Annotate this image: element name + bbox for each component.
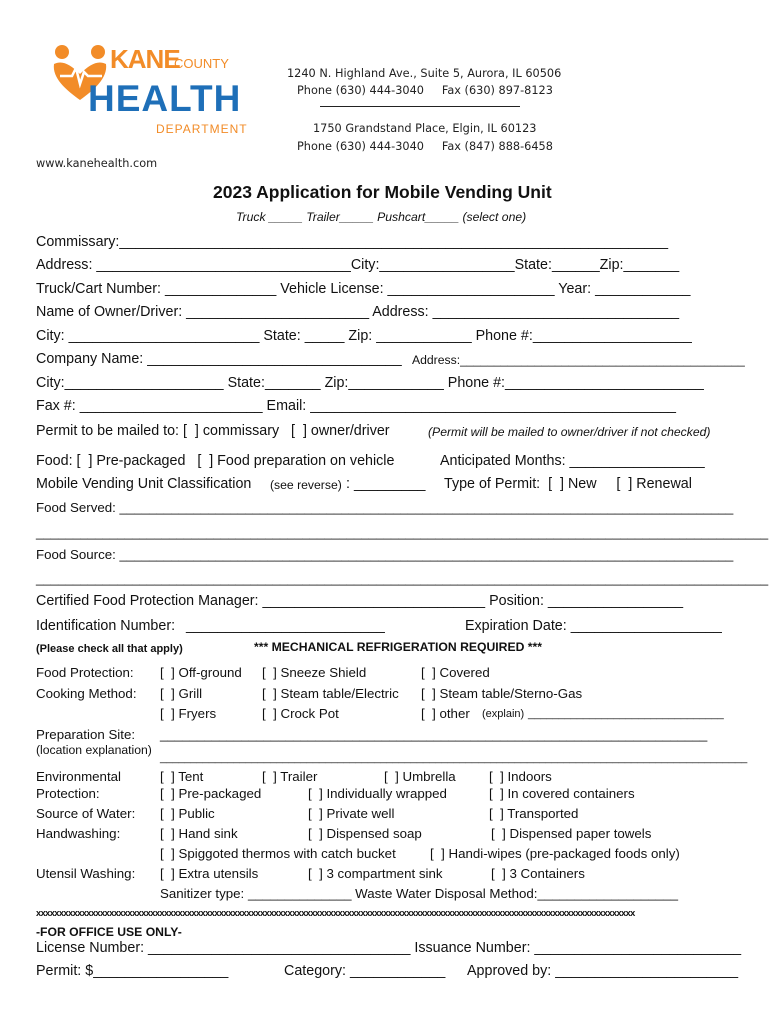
private-well-option[interactable]: [ ] Private well	[308, 806, 395, 821]
header-address-2: 1750 Grandstand Place, Elgin, IL 60123	[313, 122, 537, 135]
brand-health: HEALTH	[88, 78, 242, 119]
food-served-line-2[interactable]: ___________________________________________________________________________________________________	[36, 525, 769, 540]
three-containers-option[interactable]: [ ] 3 Containers	[491, 866, 585, 881]
utensil-washing-label: Utensil Washing:	[36, 866, 136, 881]
form-title: 2023 Application for Mobile Vending Unit	[213, 182, 552, 202]
sanitizer-waste-field[interactable]: Sanitizer type: ______________ Waste Water Disposal Method:___________________	[160, 886, 678, 901]
spigot-thermos-option[interactable]: [ ] Spiggoted thermos with catch bucket	[160, 846, 396, 861]
header-phone-1: Phone (630) 444-3040 Fax (630) 897-8123	[297, 84, 553, 97]
permit-mail-note: (Permit will be mailed to owner/driver if not checked)	[428, 425, 711, 439]
preparation-site-line-2[interactable]: ________________________________________________________________________________________________	[160, 752, 748, 764]
cfpm-field[interactable]: Certified Food Protection Manager: ____________________________ Position: _________________	[36, 593, 684, 609]
dispensed-soap-option[interactable]: [ ] Dispensed soap	[308, 826, 422, 841]
hand-sink-option[interactable]: [ ] Hand sink	[160, 826, 238, 841]
category-field[interactable]: Category: ____________	[284, 963, 446, 979]
covered-option[interactable]: [ ] Covered	[421, 665, 490, 680]
food-source-field[interactable]: Food Source: ___________________________________________________________________________________	[36, 547, 734, 562]
public-water-option[interactable]: [ ] Public	[160, 806, 215, 821]
preparation-site-field[interactable]: __________________________________________________________________________	[160, 727, 708, 742]
crock-pot-option[interactable]: [ ] Crock Pot	[262, 706, 339, 721]
unit-type-select[interactable]: Truck _____ Trailer_____ Pushcart_____ (select one)	[236, 210, 527, 224]
address-field[interactable]: Address: ________________________________City:_________________State:______Zip:_______	[36, 257, 680, 273]
truck-cart-field[interactable]: Truck/Cart Number: ______________ Vehicle License: _____________________ Year: ____________	[36, 281, 691, 297]
grill-option[interactable]: [ ] Grill	[160, 686, 203, 701]
three-compartment-sink-option[interactable]: [ ] 3 compartment sink	[308, 866, 443, 881]
company-address-field[interactable]: Address:__________________________________________	[412, 353, 745, 367]
check-all-note: (Please check all that apply)	[36, 643, 183, 655]
off-ground-option[interactable]: [ ] Off-ground	[160, 665, 242, 680]
id-number-label: Identification Number:	[36, 618, 176, 634]
license-issuance-field[interactable]: License Number: _________________________________ Issuance Number: __________________________	[36, 940, 742, 956]
sneeze-shield-option[interactable]: [ ] Sneeze Shield	[262, 665, 367, 680]
classification-label: Mobile Vending Unit Classification	[36, 476, 252, 492]
transported-option[interactable]: [ ] Transported	[489, 806, 579, 821]
food-source-line-2[interactable]: ___________________________________________________________________________________________________	[36, 571, 769, 586]
indoors-option[interactable]: [ ] Indoors	[489, 769, 552, 784]
company-city-field[interactable]: City:____________________ State:_______ Zip:____________ Phone #:_________________________	[36, 375, 704, 391]
source-water-label: Source of Water:	[36, 806, 136, 821]
food-served-field[interactable]: Food Served: ___________________________________________________________________________________	[36, 500, 734, 515]
brand-county: COUNTY	[174, 56, 229, 71]
food-options[interactable]: Food: [ ] Pre-packaged [ ] Food preparation on vehicle	[36, 453, 395, 469]
kane-county-logo	[50, 40, 248, 140]
id-number-field[interactable]: _________________________	[186, 618, 385, 634]
brand-department: DEPARTMENT	[156, 122, 248, 136]
permit-mail-options[interactable]: Permit to be mailed to: [ ] commissary [ ] owner/driver	[36, 423, 390, 439]
covered-containers-option[interactable]: [ ] In covered containers	[489, 786, 635, 801]
environmental-label: Environmental	[36, 769, 121, 784]
company-name-field[interactable]: Company Name: ________________________________	[36, 351, 402, 367]
steam-electric-option[interactable]: [ ] Steam table/Electric	[262, 686, 399, 701]
owner-field[interactable]: Name of Owner/Driver: _______________________ Address: _______________________________	[36, 304, 680, 320]
cooking-method-label: Cooking Method:	[36, 686, 137, 701]
other-explain-field[interactable]: ________________________________	[528, 708, 724, 720]
website: www.kanehealth.com	[36, 157, 158, 170]
tent-option[interactable]: [ ] Tent	[160, 769, 204, 784]
umbrella-option[interactable]: [ ] Umbrella	[384, 769, 456, 784]
preparation-site-label: Preparation Site:	[36, 727, 136, 742]
header-phone-2: Phone (630) 444-3040 Fax (847) 888-6458	[297, 140, 553, 153]
owner-city-field[interactable]: City: ________________________ State: _____ Zip: ____________ Phone #:____________________	[36, 328, 692, 344]
brand-kane: KANE	[110, 44, 180, 74]
individually-wrapped-option[interactable]: [ ] Individually wrapped	[308, 786, 447, 801]
trailer-option[interactable]: [ ] Trailer	[262, 769, 318, 784]
approved-by-field[interactable]: Approved by: _______________________	[467, 963, 739, 979]
handi-wipes-option[interactable]: [ ] Handi-wipes (pre-packaged foods only)	[430, 846, 680, 861]
paper-towels-option[interactable]: [ ] Dispensed paper towels	[491, 826, 652, 841]
other-option[interactable]: [ ] other	[421, 706, 470, 721]
permit-type-options[interactable]: Type of Permit: [ ] New [ ] Renewal	[444, 476, 692, 492]
office-use-heading: -FOR OFFICE USE ONLY-	[36, 925, 182, 939]
header-divider	[320, 106, 520, 107]
prepackaged-option[interactable]: [ ] Pre-packaged	[160, 786, 262, 801]
fryers-option[interactable]: [ ] Fryers	[160, 706, 217, 721]
commissary-field[interactable]: Commissary:_____________________________________________________________________	[36, 234, 669, 250]
location-explanation-label: (location explanation)	[36, 743, 152, 757]
handwashing-label: Handwashing:	[36, 826, 121, 841]
expiration-field[interactable]: Expiration Date: ___________________	[465, 618, 722, 634]
extra-utensils-option[interactable]: [ ] Extra utensils	[160, 866, 259, 881]
fax-email-field[interactable]: Fax #: _______________________ Email: ______________________________________________	[36, 398, 677, 414]
header-address-1: 1240 N. Highland Ave., Suite 5, Aurora, IL 60506	[287, 67, 562, 80]
steam-sterno-option[interactable]: [ ] Steam table/Sterno-Gas	[421, 686, 583, 701]
other-explain-note: (explain)	[482, 708, 525, 720]
permit-fee-field[interactable]: Permit: $_________________	[36, 963, 229, 979]
see-reverse-note: (see reverse)	[270, 478, 342, 492]
refrigeration-note: *** MECHANICAL REFRIGERATION REQUIRED ***	[254, 640, 543, 654]
office-separator: xxxxxxxxxxxxxxxxxxxxxxxxxxxxxxxxxxxxxxxxxxxxxxxxxxxxxxxxxxxxxxxxxxxxxxxxxxxxxxxxxxxxxxxxxxxxxxxxxxxxxxxxxxxxxxxxxxxxxxxxxxxxxxxxxxx	[36, 908, 635, 918]
protection-label: Protection:	[36, 786, 100, 801]
anticipated-months-field[interactable]: Anticipated Months: _________________	[440, 453, 705, 469]
food-protection-label: Food Protection:	[36, 665, 134, 680]
classification-field[interactable]: : _________	[346, 476, 426, 492]
